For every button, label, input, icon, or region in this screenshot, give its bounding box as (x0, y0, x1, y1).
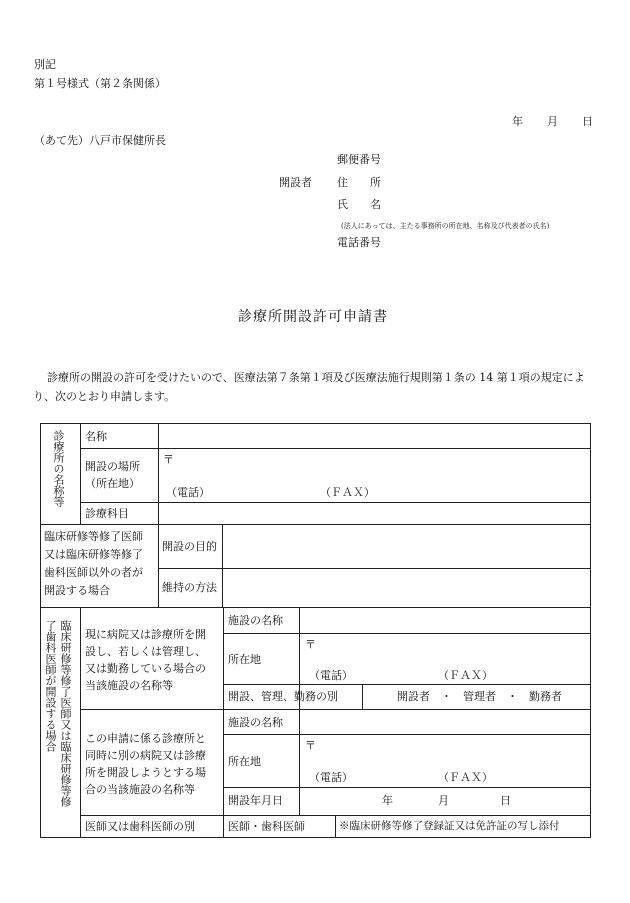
name-label: 氏 名 (337, 198, 381, 211)
grid-line (223, 787, 591, 788)
document-title: 診療所開設許可申請書 (238, 309, 388, 325)
concurrent-facility-name-label: 施設の名称 (228, 716, 283, 729)
existing-facility-line3: 又は勤務している場合の (85, 662, 206, 675)
concurrent-fax-label: （ＦＡＸ） (438, 771, 493, 784)
phone-label: 電話番号 (337, 236, 381, 249)
role-options: 開設者 ・ 管理者 ・ 勤務者 (397, 690, 562, 703)
open-date-day: 日 (500, 794, 511, 807)
annex-label: 別記 (34, 58, 56, 71)
grid-line (40, 524, 591, 525)
doctor-type-value: 医師・歯科医師 (228, 820, 305, 833)
grid-line (80, 607, 81, 838)
existing-facility-line4: 当該施設の名称等 (85, 679, 173, 692)
intro-paragraph: 診療所の開設の許可を受けたいので、医療法第７条第１項及び医療法施行規則第１条の 14 第１項の規定により、次のとおり申請します。 (33, 371, 585, 403)
doctor-type-label: 医師又は歯科医師の別 (85, 820, 195, 833)
existing-facility-line1: 現に病院又は診療所を開 (85, 628, 206, 641)
open-date-month: 月 (438, 794, 449, 807)
date-day: 日 (582, 115, 593, 128)
concurrent-facility-line1: この申請に係る診療所と (85, 732, 206, 745)
facility-address-label: 所在地 (228, 653, 261, 666)
name-field-label: 名称 (85, 430, 107, 443)
section2-label-line1: 臨床研修等修了医師 (44, 530, 143, 543)
grid-line (80, 423, 81, 524)
section2-label-line2: 又は臨床研修等修了 (44, 548, 143, 561)
applicant-role-label: 開設者 (279, 176, 312, 189)
section3-label-col1: 臨床研修等修了医師又は臨床研修等修 (59, 620, 72, 807)
concurrent-tel-label: （電話） (309, 771, 353, 784)
grid-line (158, 524, 159, 607)
purpose-label: 開設の目的 (162, 540, 217, 553)
facility-tel-label: （電話） (309, 669, 353, 682)
addressee: （あて先）八戸市保健所長 (34, 134, 166, 147)
grid-line (80, 448, 591, 449)
grid-line (158, 423, 159, 524)
facility-name-label: 施設の名称 (228, 614, 283, 627)
table-border-top (40, 423, 591, 424)
section2-label-line3: 歯科医師以外の者が (44, 566, 143, 579)
corporation-note: (法人にあっては、主たる事務所の所在地、名称及び代表者の氏名) (341, 222, 550, 230)
grid-line (223, 607, 224, 838)
concurrent-facility-address-label: 所在地 (228, 755, 261, 768)
open-date-label: 開設年月日 (228, 794, 283, 807)
section2-label-line4: 開設する場合 (44, 584, 110, 597)
form-number: 第１号様式（第２条関係） (34, 77, 166, 90)
table-border-left (40, 423, 41, 838)
address-label: 住 所 (337, 176, 381, 189)
grid-line (362, 684, 363, 710)
postal-label: 郵便番号 (337, 153, 381, 166)
facility-postal-mark: 〒 (305, 638, 316, 651)
grid-line (40, 607, 591, 608)
location-field-sublabel: （所在地） (85, 477, 140, 490)
location-field-label: 開設の場所 (85, 460, 140, 473)
table-border-right (590, 423, 591, 838)
grid-line (223, 734, 591, 735)
postal-mark: 〒 (163, 453, 174, 466)
certificate-note: ※臨床研修等修了登録証又は免許証の写し添付 (339, 820, 560, 832)
existing-facility-line2: 設し、若しくは管理し、 (85, 645, 206, 658)
fax-label: （ＦＡＸ） (320, 486, 375, 499)
concurrent-facility-line2: 同時に別の病院又は診療 (85, 749, 206, 762)
concurrent-facility-line3: 所を開設しようとする場 (85, 766, 206, 779)
grid-line (223, 684, 591, 685)
maintenance-method-label: 維持の方法 (162, 581, 217, 594)
concurrent-facility-line4: 合の当該施設の名称等 (85, 783, 195, 796)
department-label: 診療科目 (85, 507, 129, 520)
date-year: 年 (512, 115, 523, 128)
concurrent-postal-mark: 〒 (305, 739, 316, 752)
grid-line (222, 524, 223, 607)
section1-label: 診療所の名称等 (52, 430, 65, 507)
tel-label: （電話） (166, 486, 210, 499)
grid-line (80, 502, 591, 503)
grid-line (158, 568, 591, 569)
grid-line (299, 709, 300, 815)
section3-label-col2: 了歯科医師が開設する場合 (44, 620, 57, 752)
facility-fax-label: （ＦＡＸ） (438, 669, 493, 682)
open-date-year: 年 (382, 794, 393, 807)
role-distinction-label: 開設、管理、勤務の別 (228, 690, 338, 703)
grid-line (80, 815, 591, 816)
date-month: 月 (547, 115, 558, 128)
grid-line (80, 709, 591, 710)
grid-line (223, 633, 591, 634)
table-border-bottom (40, 837, 591, 838)
grid-line (335, 815, 336, 838)
